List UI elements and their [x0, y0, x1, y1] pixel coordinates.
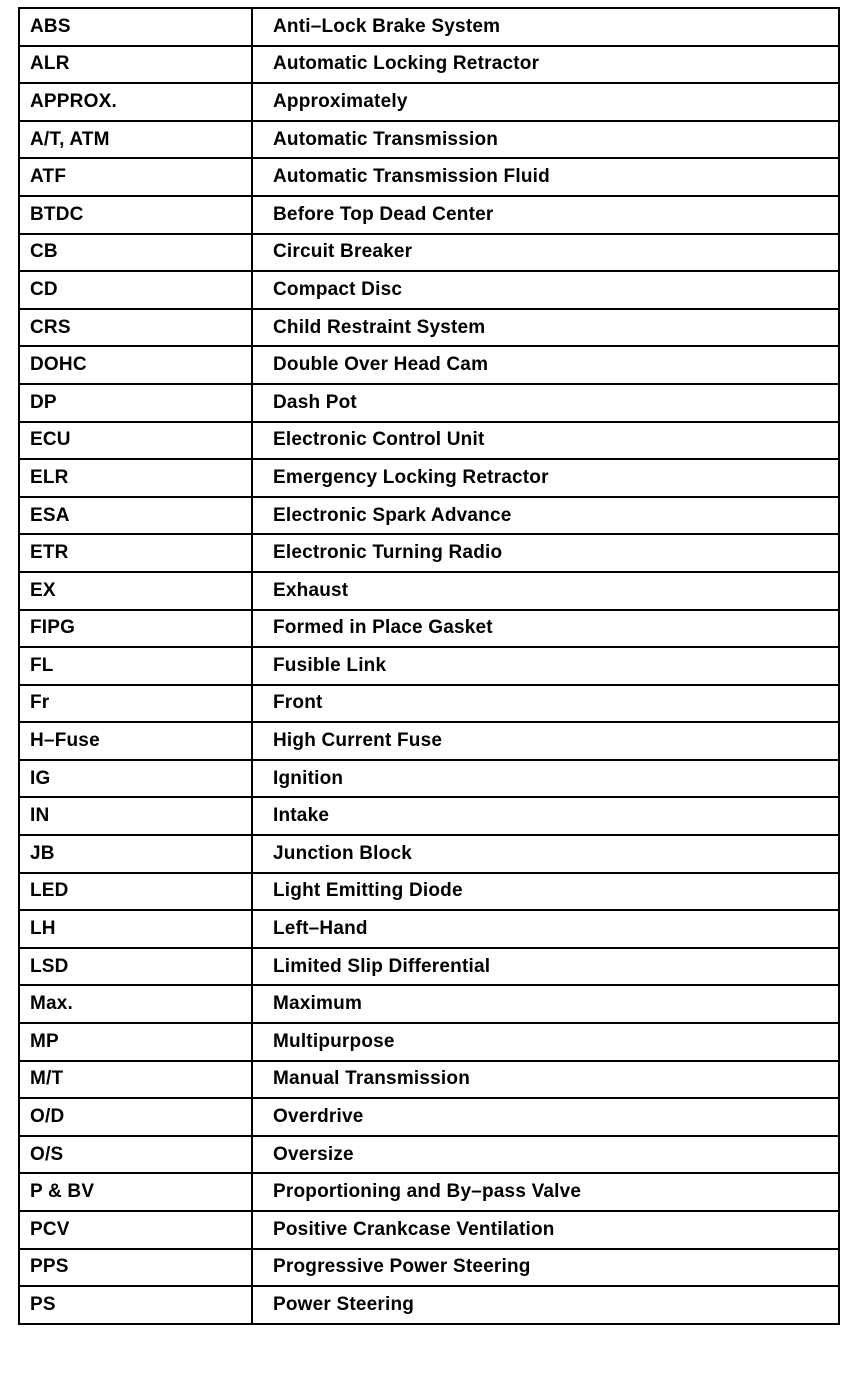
term-cell: Before Top Dead Center: [252, 196, 839, 234]
table-row: [19, 158, 839, 196]
table-row: [19, 422, 839, 460]
term-cell: Formed in Place Gasket: [252, 610, 839, 648]
table-row: [19, 8, 839, 46]
abbreviation-cell: IN: [19, 797, 252, 835]
abbreviation-cell: CRS: [19, 309, 252, 347]
term-cell: Fusible Link: [252, 647, 839, 685]
abbreviation-cell: BTDC: [19, 196, 252, 234]
table-row: [19, 196, 839, 234]
term-cell: Progressive Power Steering: [252, 1249, 839, 1287]
table-row: [19, 835, 839, 873]
term-cell: Electronic Spark Advance: [252, 497, 839, 535]
abbreviation-cell: P & BV: [19, 1173, 252, 1211]
table-row: [19, 610, 839, 648]
table-row: [19, 271, 839, 309]
abbreviation-cell: JB: [19, 835, 252, 873]
abbreviation-cell: EX: [19, 572, 252, 610]
table-row: [19, 1173, 839, 1211]
table-row: [19, 1136, 839, 1174]
abbreviation-cell: DP: [19, 384, 252, 422]
term-cell: Power Steering: [252, 1286, 839, 1324]
abbreviation-cell: ABS: [19, 8, 252, 46]
term-cell: Electronic Turning Radio: [252, 534, 839, 572]
table-row: [19, 985, 839, 1023]
table-row: [19, 722, 839, 760]
table-row: [19, 46, 839, 84]
term-cell: Child Restraint System: [252, 309, 839, 347]
abbreviation-cell: Max.: [19, 985, 252, 1023]
abbreviation-cell: CB: [19, 234, 252, 272]
abbreviation-cell: O/S: [19, 1136, 252, 1174]
abbreviation-cell: ECU: [19, 422, 252, 460]
table-row: [19, 760, 839, 798]
table-row: [19, 121, 839, 159]
term-cell: Exhaust: [252, 572, 839, 610]
abbreviation-cell: PPS: [19, 1249, 252, 1287]
table-row: [19, 1098, 839, 1136]
table-row: [19, 948, 839, 986]
abbreviation-cell: PS: [19, 1286, 252, 1324]
term-cell: Dash Pot: [252, 384, 839, 422]
abbreviation-cell: DOHC: [19, 346, 252, 384]
term-cell: Circuit Breaker: [252, 234, 839, 272]
table-row: [19, 797, 839, 835]
abbreviation-table: [18, 7, 840, 1325]
term-cell: Automatic Locking Retractor: [252, 46, 839, 84]
abbreviation-cell: MP: [19, 1023, 252, 1061]
term-cell: Automatic Transmission: [252, 121, 839, 159]
term-cell: Oversize: [252, 1136, 839, 1174]
abbreviation-table-container: [18, 7, 840, 1325]
table-row: [19, 1023, 839, 1061]
abbreviation-cell: ESA: [19, 497, 252, 535]
abbreviation-cell: Fr: [19, 685, 252, 723]
term-cell: Electronic Control Unit: [252, 422, 839, 460]
abbreviation-cell: ATF: [19, 158, 252, 196]
abbreviation-cell: PCV: [19, 1211, 252, 1249]
term-cell: Overdrive: [252, 1098, 839, 1136]
term-cell: Emergency Locking Retractor: [252, 459, 839, 497]
term-cell: Ignition: [252, 760, 839, 798]
term-cell: Light Emitting Diode: [252, 873, 839, 911]
table-row: [19, 1286, 839, 1324]
table-row: [19, 83, 839, 121]
table-row: [19, 1211, 839, 1249]
term-cell: Multipurpose: [252, 1023, 839, 1061]
term-cell: Limited Slip Differential: [252, 948, 839, 986]
term-cell: Anti–Lock Brake System: [252, 8, 839, 46]
abbreviation-cell: LH: [19, 910, 252, 948]
abbreviation-cell: IG: [19, 760, 252, 798]
table-row: [19, 910, 839, 948]
table-row: [19, 534, 839, 572]
abbreviation-cell: APPROX.: [19, 83, 252, 121]
term-cell: Positive Crankcase Ventilation: [252, 1211, 839, 1249]
abbreviation-cell: FL: [19, 647, 252, 685]
abbreviation-table-body: [19, 8, 839, 1324]
abbreviation-cell: CD: [19, 271, 252, 309]
table-row: [19, 685, 839, 723]
table-row: [19, 1061, 839, 1099]
abbreviation-cell: ELR: [19, 459, 252, 497]
table-row: [19, 572, 839, 610]
table-row: [19, 647, 839, 685]
term-cell: Intake: [252, 797, 839, 835]
term-cell: Proportioning and By–pass Valve: [252, 1173, 839, 1211]
term-cell: Junction Block: [252, 835, 839, 873]
abbreviation-cell: LSD: [19, 948, 252, 986]
term-cell: Maximum: [252, 985, 839, 1023]
term-cell: Compact Disc: [252, 271, 839, 309]
term-cell: Left–Hand: [252, 910, 839, 948]
abbreviation-cell: M/T: [19, 1061, 252, 1099]
abbreviation-cell: A/T, ATM: [19, 121, 252, 159]
term-cell: Approximately: [252, 83, 839, 121]
abbreviation-cell: ETR: [19, 534, 252, 572]
table-row: [19, 309, 839, 347]
term-cell: Double Over Head Cam: [252, 346, 839, 384]
table-row: [19, 873, 839, 911]
table-row: [19, 1249, 839, 1287]
term-cell: Manual Transmission: [252, 1061, 839, 1099]
table-row: [19, 497, 839, 535]
table-row: [19, 346, 839, 384]
abbreviation-cell: O/D: [19, 1098, 252, 1136]
abbreviation-cell: FIPG: [19, 610, 252, 648]
table-row: [19, 459, 839, 497]
abbreviation-cell: H–Fuse: [19, 722, 252, 760]
abbreviation-cell: ALR: [19, 46, 252, 84]
table-row: [19, 384, 839, 422]
abbreviation-cell: LED: [19, 873, 252, 911]
table-row: [19, 234, 839, 272]
term-cell: High Current Fuse: [252, 722, 839, 760]
term-cell: Automatic Transmission Fluid: [252, 158, 839, 196]
term-cell: Front: [252, 685, 839, 723]
